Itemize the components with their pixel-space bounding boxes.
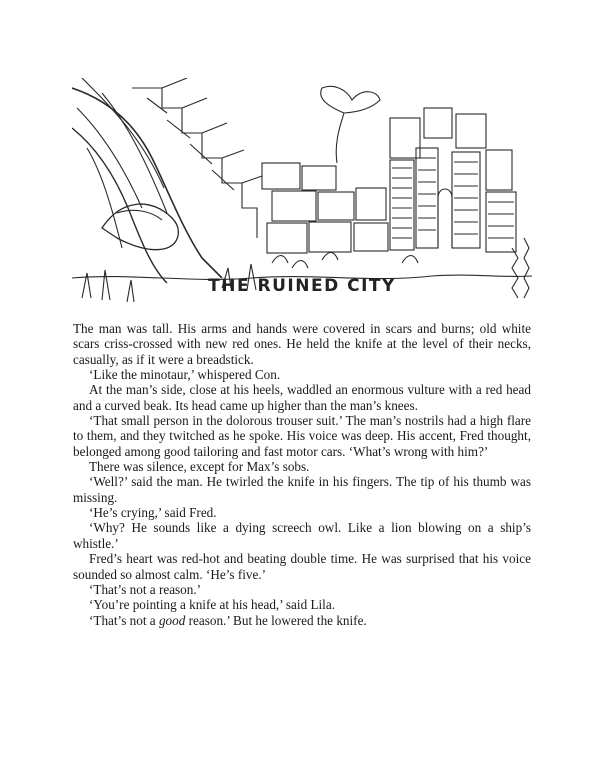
- paragraph: The man was tall. His arms and hands were covered in scars and burns; old white scars criss-crossed with new red ones. He held the knife at the level of their necks, casually, as if it were a breadstick.: [73, 321, 531, 367]
- paragraph: ‘Well?’ said the man. He twirled the knife in his fingers. The tip of his thumb was missing.: [73, 474, 531, 505]
- paragraph-text: ‘That’s not a: [89, 612, 159, 628]
- paragraph: ‘Why? He sounds like a dying screech owl. Like a lion blowing on a ship’s whistle.’: [73, 520, 531, 551]
- paragraph: ‘He’s crying,’ said Fred.: [89, 505, 217, 521]
- paragraph: There was silence, except for Max’s sobs.: [89, 459, 310, 475]
- paragraph: Fred’s heart was red-hot and beating double time. He was surprised that his voice sounded so almost calm. ‘He’s five.’: [73, 551, 531, 582]
- paragraph: ‘That small person in the dolorous trouser suit.’ The man’s nostrils had a high flare to them, and they twitched as he spoke. His voice was deep. His accent, Fred thought, belonged among good tailoring and fast motor cars. ‘What’s wrong with him?’: [73, 413, 531, 459]
- story-text: [73, 321, 531, 628]
- chapter-illustration: [72, 78, 532, 304]
- paragraph: ‘That’s not a reason.’: [89, 581, 202, 597]
- paragraph: ‘Like the minotaur,’ whispered Con.: [89, 367, 281, 383]
- paragraph: At the man’s side, close at his heels, waddled an enormous vulture with a red head and a curved beak. Its head came up higher than the man’s knees.: [73, 382, 531, 413]
- paragraph: [73, 613, 531, 628]
- emphasis-text: good: [158, 612, 186, 628]
- paragraph: ‘You’re pointing a knife at his head,’ said Lila.: [89, 597, 335, 613]
- ruined-city-illustration-icon: [72, 78, 532, 304]
- paragraph-text: reason.’ But he lowered the knife.: [185, 612, 367, 628]
- chapter-title: THE RUINED CITY: [208, 276, 396, 296]
